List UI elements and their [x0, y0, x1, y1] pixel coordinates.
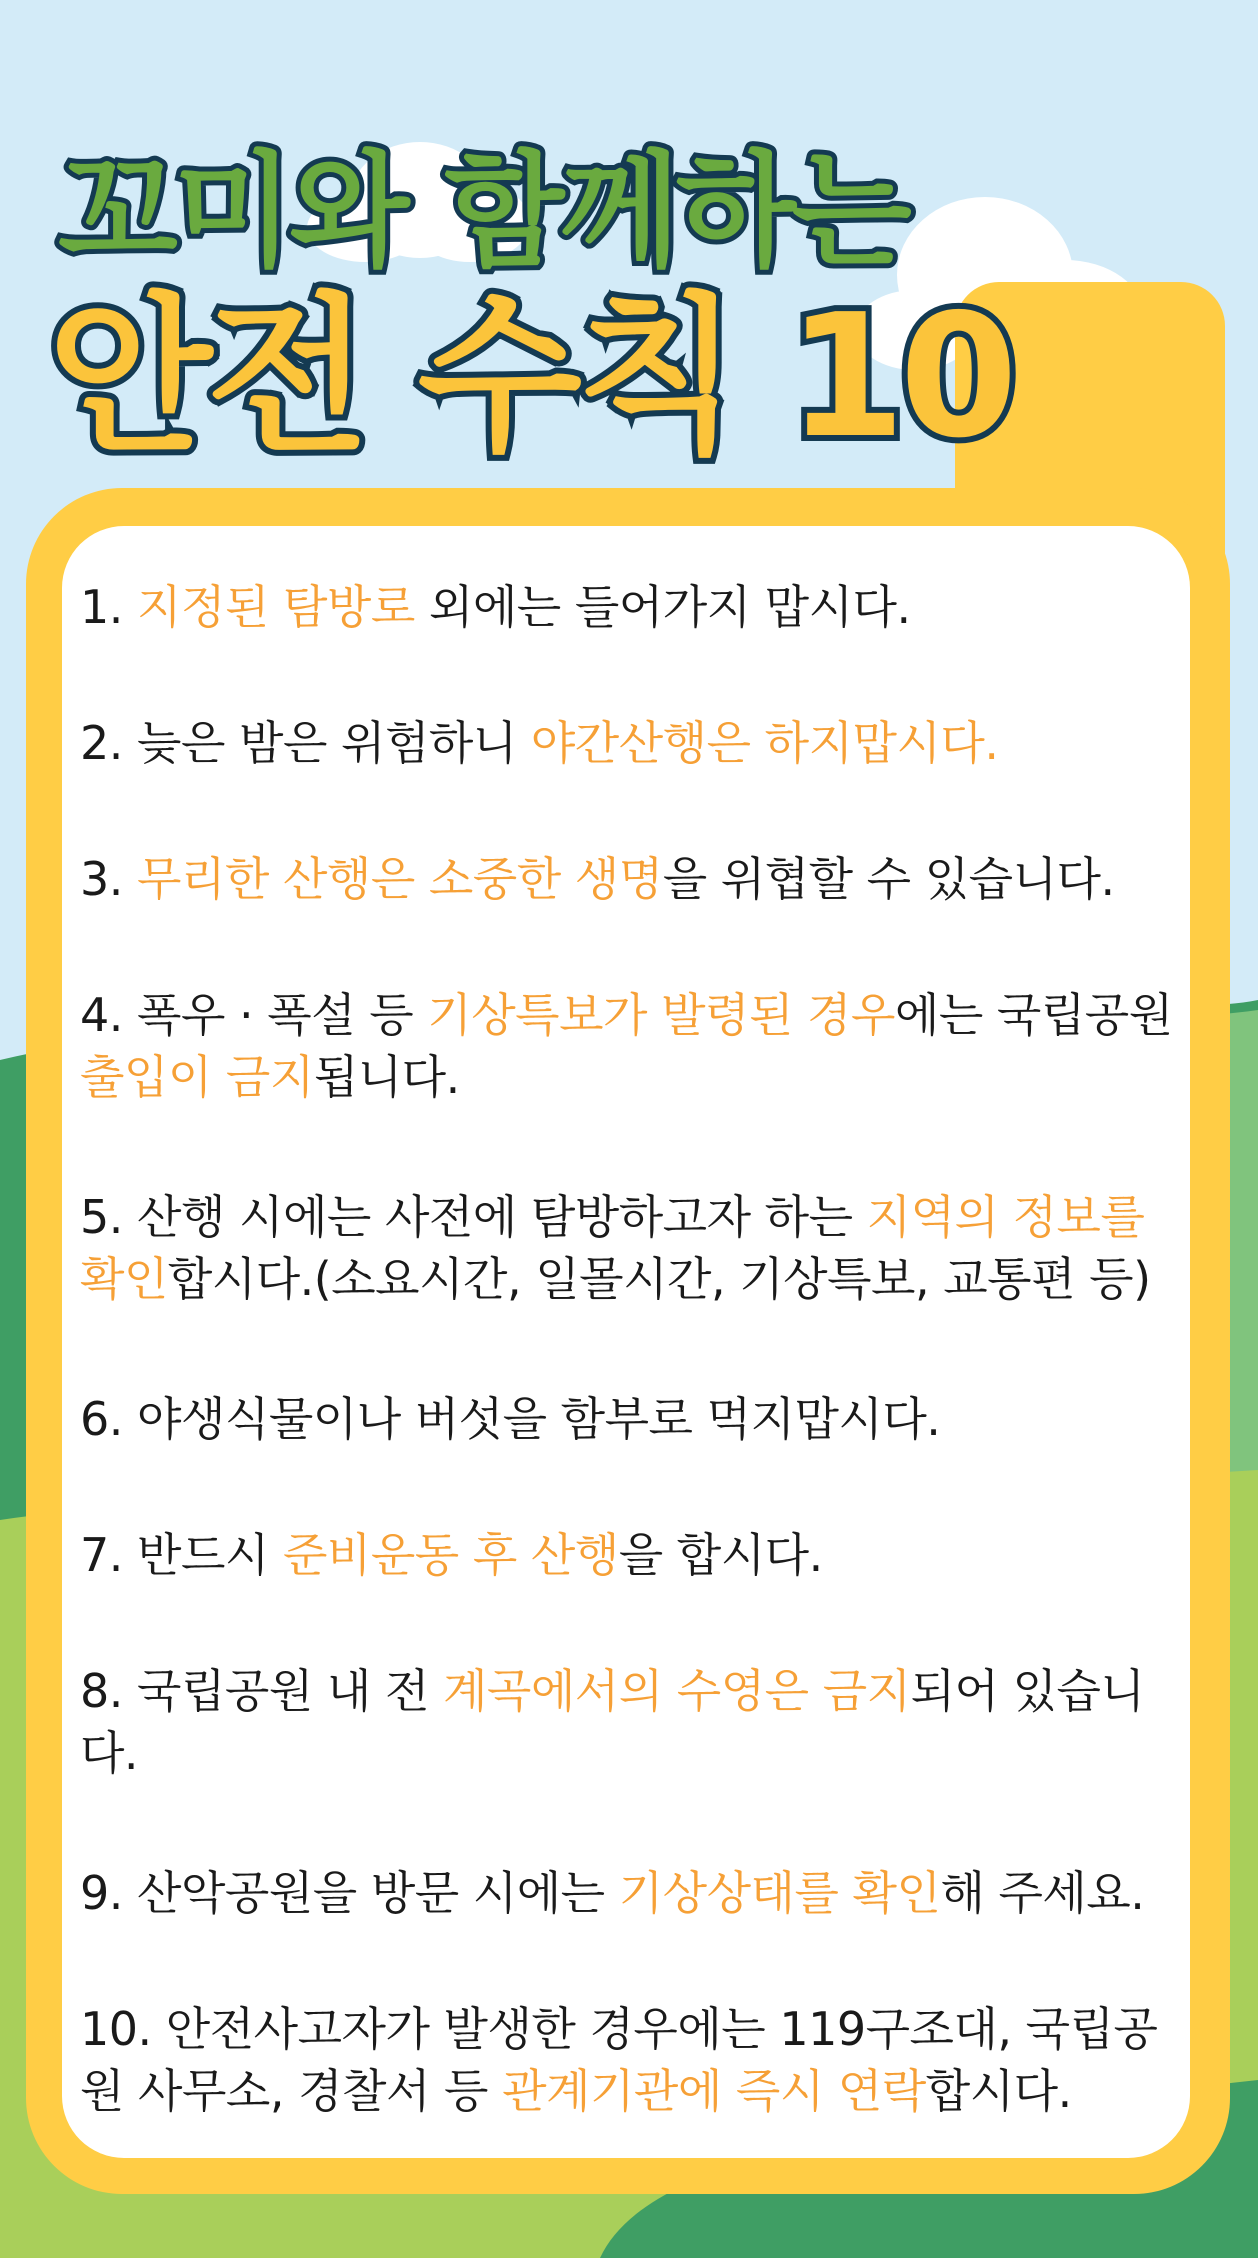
rule-text: 해 주세요. [940, 1866, 1145, 1920]
rule-item [80, 1388, 1192, 1450]
rule-item [80, 1524, 1192, 1586]
rule-text: 산악공원을 방문 시에는 [137, 1866, 619, 1920]
rule-text: 을 위협할 수 있습니다. [662, 852, 1115, 906]
rule-text: 합시다.(소요시간, 일몰시간, 기상특보, 교통편 등) [167, 1252, 1151, 1306]
title-line1: 꼬미와 함께하는 [58, 140, 908, 284]
rule-highlight: 기상상태를 확인 [618, 1866, 941, 1920]
rule-number: 2. [80, 716, 123, 770]
rule-number: 1. [80, 580, 123, 634]
rule-number: 5. [80, 1190, 123, 1244]
rule-highlight: 관계기관에 즉시 연락 [502, 2064, 926, 2118]
rule-item [80, 848, 1192, 910]
rule-highlight: 지역의 정보를 확인 [80, 1190, 1145, 1306]
rule-text: 야생식물이나 버섯을 함부로 먹지맙시다. [137, 1392, 941, 1446]
rule-highlight: 출입이 금지 [80, 1050, 314, 1104]
rule-number: 3. [80, 852, 123, 906]
rule-number: 8. [80, 1664, 123, 1718]
rule-item [80, 1660, 1192, 1784]
rule-text: 국립공원 내 전 [137, 1664, 443, 1718]
rule-text: 늦은 밤은 위험하니 [137, 716, 531, 770]
rule-text: 반드시 [137, 1528, 283, 1582]
rule-text: 산행 시에는 사전에 탐방하고자 하는 [137, 1190, 867, 1244]
rule-text: 되어 있습니다. [80, 1664, 1145, 1780]
rule-highlight: 무리한 산행은 소중한 생명 [137, 852, 663, 906]
title-line2: 안전 수칙 10 [48, 278, 1012, 476]
rule-highlight: 야간산행은 하지맙시다. [530, 716, 999, 770]
rule-text: 폭우 · 폭설 등 [137, 988, 428, 1042]
rule-text: 외에는 들어가지 맙시다. [414, 580, 911, 634]
rule-text: 안전사고자가 발생한 경우에는 119구조대, 국립공원 사무소, 경찰서 등 [80, 2002, 1158, 2118]
rule-number: 9. [80, 1866, 123, 1920]
rule-item [80, 984, 1192, 1108]
rule-item [80, 576, 1192, 638]
rule-number: 7. [80, 1528, 123, 1582]
rule-highlight: 기상특보가 발령된 경우 [427, 988, 895, 1042]
rule-text: 합시다. [925, 2064, 1072, 2118]
rule-text: 을 합시다. [618, 1528, 823, 1582]
rule-item [80, 1862, 1192, 1924]
rule-highlight: 지정된 탐방로 [137, 580, 415, 634]
rule-highlight: 계곡에서의 수영은 금지 [443, 1664, 911, 1718]
rule-text: 됩니다. [313, 1050, 460, 1104]
rule-item [80, 712, 1192, 774]
rule-highlight: 준비운동 후 산행 [282, 1528, 619, 1582]
rule-number: 10. [80, 2002, 152, 2056]
rule-item [80, 1186, 1192, 1310]
rule-number: 4. [80, 988, 123, 1042]
rule-item [80, 1998, 1192, 2122]
rule-number: 6. [80, 1392, 123, 1446]
rules-card [62, 526, 1190, 2158]
rule-text: 에는 국립공원 [894, 988, 1173, 1042]
